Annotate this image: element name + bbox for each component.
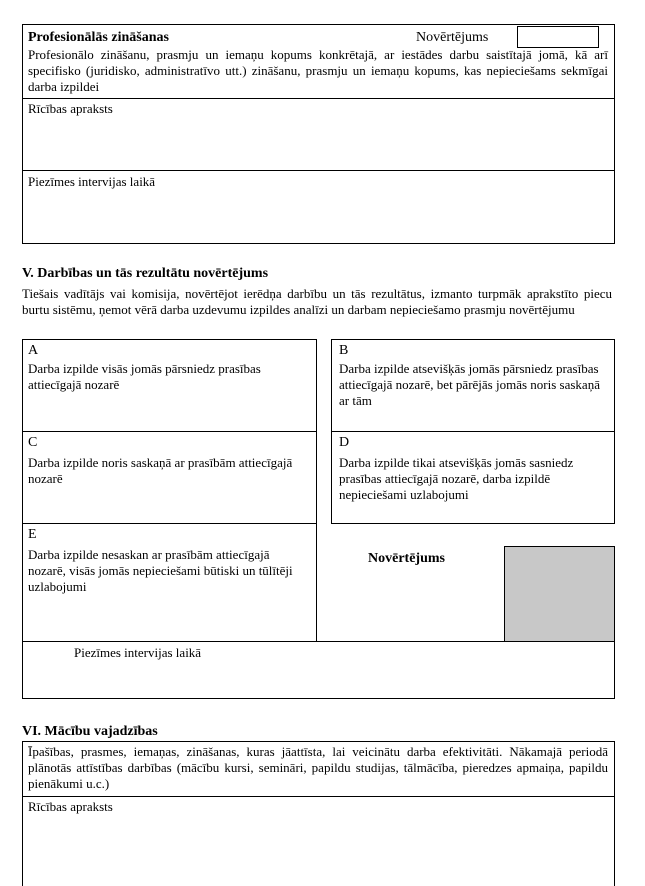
section-5-title: V. Darbības un tās rezultātu novērtējums [22, 266, 269, 281]
divider-line [22, 796, 615, 797]
section-6-action-field[interactable] [23, 815, 614, 885]
section-6-action-label: Rīcības apraksts [28, 799, 113, 814]
divider-line [22, 98, 615, 99]
grade-c-letter: C [28, 435, 38, 450]
grade-a-text: Darba izpilde visās jomās pārsniedz prasības attiecīgajā nozarē [28, 361, 261, 392]
section-5-score-label: Novērtējums [368, 551, 445, 566]
grade-d-text: Darba izpilde tikai atsevišķās jomās sasniedz prasības attiecīgajā nozarē, darba izpildē nepieciešami uzlabojumi [339, 455, 574, 502]
professional-notes-field[interactable] [23, 190, 614, 243]
section-5-score-field[interactable] [504, 546, 615, 642]
professional-notes-label: Piezīmes intervijas laikā [28, 174, 156, 189]
professional-score-field[interactable] [517, 26, 599, 48]
section-6-intro: Īpašības, prasmes, iemaņas, zināšanas, kuras jāattīsta, lai veicinātu darba efektivitāti. Nākamajā periodā plānotās attīstības darbības (mācību kursi, semināri, papildu studijas, tālmācība, pieredzes apmaiņa, papildu pienākumi u.c.) [28, 744, 608, 791]
grade-e-letter: E [28, 527, 37, 542]
professional-action-field[interactable] [23, 117, 614, 170]
grade-b-letter: B [339, 343, 349, 358]
divider-line [22, 170, 615, 171]
grade-d-letter: D [339, 435, 350, 450]
professional-knowledge-title: Profesionālās zināšanas [28, 30, 169, 45]
grade-c-text: Darba izpilde noris saskaņā ar prasībām attiecīgajā nozarē [28, 455, 293, 486]
professional-knowledge-description: Profesionālo zināšanu, prasmju un iemaņu kopums konkrētajā, ar iestādes darbu saistītajā jomā, kā arī specifisko (juridisko, administratīvo utt.) zināšanu, prasmju un iemaņu kopums, kas nepieciešams sekmīgai darba izpildei [28, 47, 608, 94]
section-5-notes-label: Piezīmes intervijas laikā [74, 645, 202, 660]
section-6-title: VI. Mācību vajadzības [22, 724, 158, 739]
grade-a-letter: A [28, 343, 39, 358]
professional-score-label: Novērtējums [416, 30, 489, 45]
professional-action-label: Rīcības apraksts [28, 101, 113, 116]
section-5-intro: Tiešais vadītājs vai komisija, novērtējot ierēdņa darbību un tās rezultātus, izmanto turpmāk aprakstīto piecu burtu sistēmu, ņemot vērā darba uzdevumu izpildes analīzi un darbam nepieciešamo prasmju novērtējumu [22, 286, 612, 317]
grade-b-text: Darba izpilde atsevišķās jomās pārsniedz prasības attiecīgajā nozarē, bet pārējās jomās noris saskaņā ar tām [339, 361, 600, 408]
grade-e-text: Darba izpilde nesaskan ar prasībām attiecīgajā nozarē, visās jomās nepieciešami būtiski un tūlītēji uzlabojumi [28, 547, 293, 594]
